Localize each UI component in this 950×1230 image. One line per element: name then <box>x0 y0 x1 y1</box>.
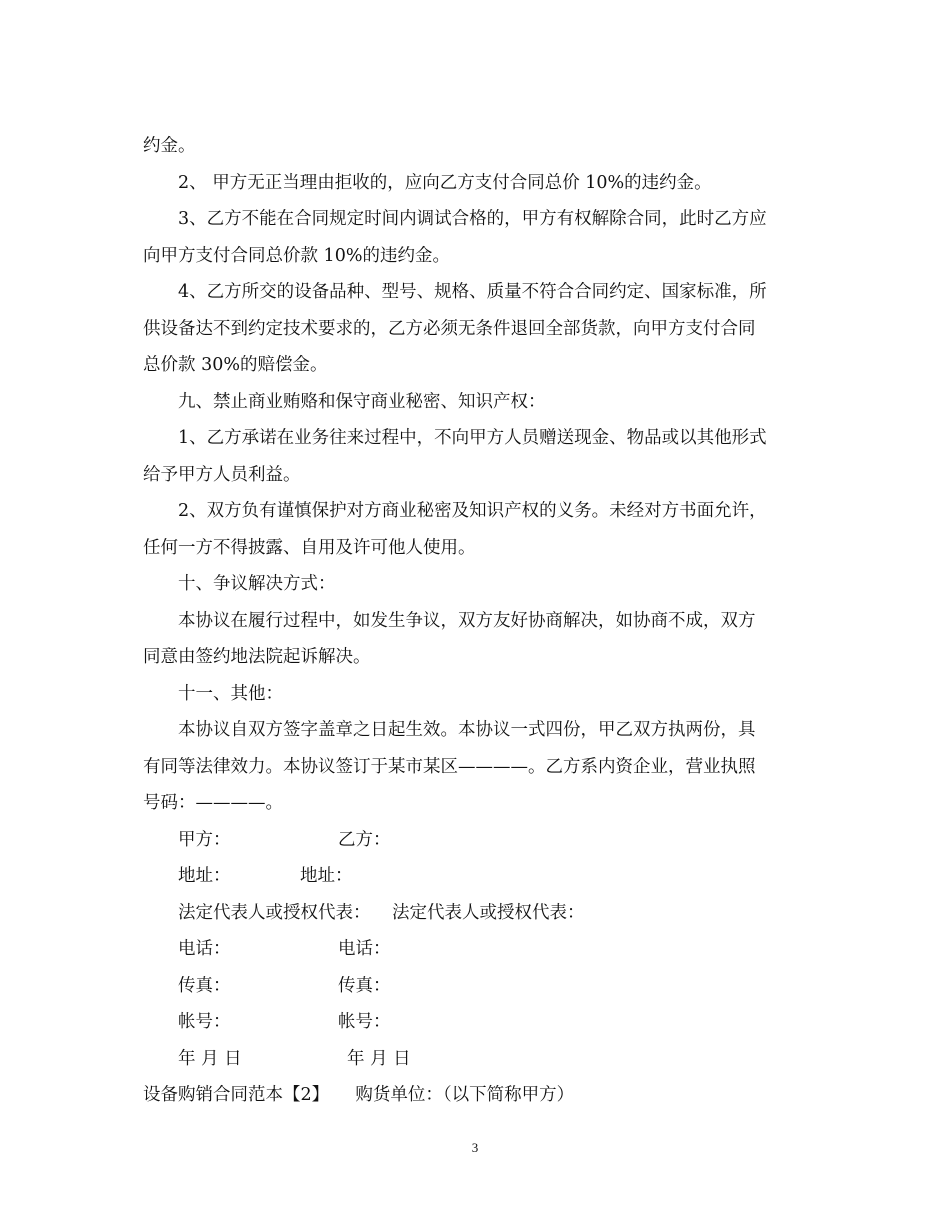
party-a-representative-label: 法定代表人或授权代表： <box>178 902 371 923</box>
signature-fax-row <box>143 968 808 1005</box>
paragraph-line: 3、乙方不能在合同规定时间内调试合格的，甲方有权解除合同，此时乙方应 <box>178 209 767 229</box>
party-a-phone-label: 电话： <box>178 939 231 959</box>
paragraph-line: 2、 甲方无正当理由拒收的，应向乙方支付合同总价 10%的违约金。 <box>178 172 712 193</box>
signature-phone-row <box>143 931 808 968</box>
party-b-representative-label: 法定代表人或授权代表： <box>392 902 585 923</box>
party-a-label: 甲方： <box>178 829 231 850</box>
section-heading: 九、禁止商业贿赂和保守商业秘密、知识产权： <box>178 391 546 412</box>
paragraph-line: 号码：————。 <box>143 793 283 813</box>
signature-address-row <box>143 858 808 895</box>
document-body <box>143 128 808 1114</box>
paragraph-line: 本协议在履行过程中，如发生争议，双方友好协商解决，如协商不成，双方 <box>178 610 756 631</box>
party-b-label: 乙方： <box>338 829 391 850</box>
paragraph-line: 总价款 30%的赔偿金。 <box>143 355 328 375</box>
party-b-address-label: 地址： <box>300 866 353 886</box>
next-contract-heading: 设备购销合同范本【2】 购货单位：（以下简称甲方） <box>143 1085 575 1105</box>
paragraph-line: 同意由签约地法院起诉解决。 <box>143 647 371 667</box>
party-b-phone-label: 电话： <box>338 939 391 959</box>
paragraph-line: 供设备达不到约定技术要求的，乙方必须无条件退回全部货款，向甲方支付合同 <box>143 318 756 339</box>
paragraph-line: 本协议自双方签字盖章之日起生效。本协议一式四份，甲乙双方执两份，具 <box>178 720 756 740</box>
party-b-date-label: 年 月 日 <box>347 1048 411 1069</box>
section-heading: 十一、其他： <box>178 683 283 704</box>
paragraph-line: 向甲方支付合同总价款 10%的违约金。 <box>143 245 450 266</box>
party-b-fax-label: 传真： <box>338 975 391 996</box>
party-a-address-label: 地址： <box>178 866 231 886</box>
party-a-date-label: 年 月 日 <box>178 1048 242 1069</box>
paragraph-line: 1、乙方承诺在业务往来过程中，不向甲方人员赠送现金、物品或以其他形式 <box>178 428 767 448</box>
paragraph-line: 2、双方负有谨慎保护对方商业秘密及知识产权的义务。未经对方书面允许， <box>178 501 767 521</box>
signature-account-row <box>143 1004 808 1041</box>
party-a-fax-label: 传真： <box>178 975 231 996</box>
party-a-account-label: 帐号： <box>178 1012 231 1032</box>
page-number: 3 <box>471 1140 479 1155</box>
paragraph-line: 任何一方不得披露、自用及许可他人使用。 <box>143 537 476 558</box>
paragraph-line: 约金。 <box>143 136 196 156</box>
signature-representative-row <box>143 895 808 932</box>
paragraph-line: 给予甲方人员利益。 <box>143 464 301 485</box>
section-heading: 十、争议解决方式： <box>178 574 336 594</box>
signature-date-row <box>143 1041 808 1078</box>
paragraph-line: 有同等法律效力。本协议签订于某市某区————。乙方系内资企业，营业执照 <box>143 756 756 777</box>
paragraph-line: 4、乙方所交的设备品种、型号、规格、质量不符合合同约定、国家标准，所 <box>178 282 767 302</box>
signature-party-row <box>143 822 808 859</box>
party-b-account-label: 帐号： <box>338 1012 391 1032</box>
